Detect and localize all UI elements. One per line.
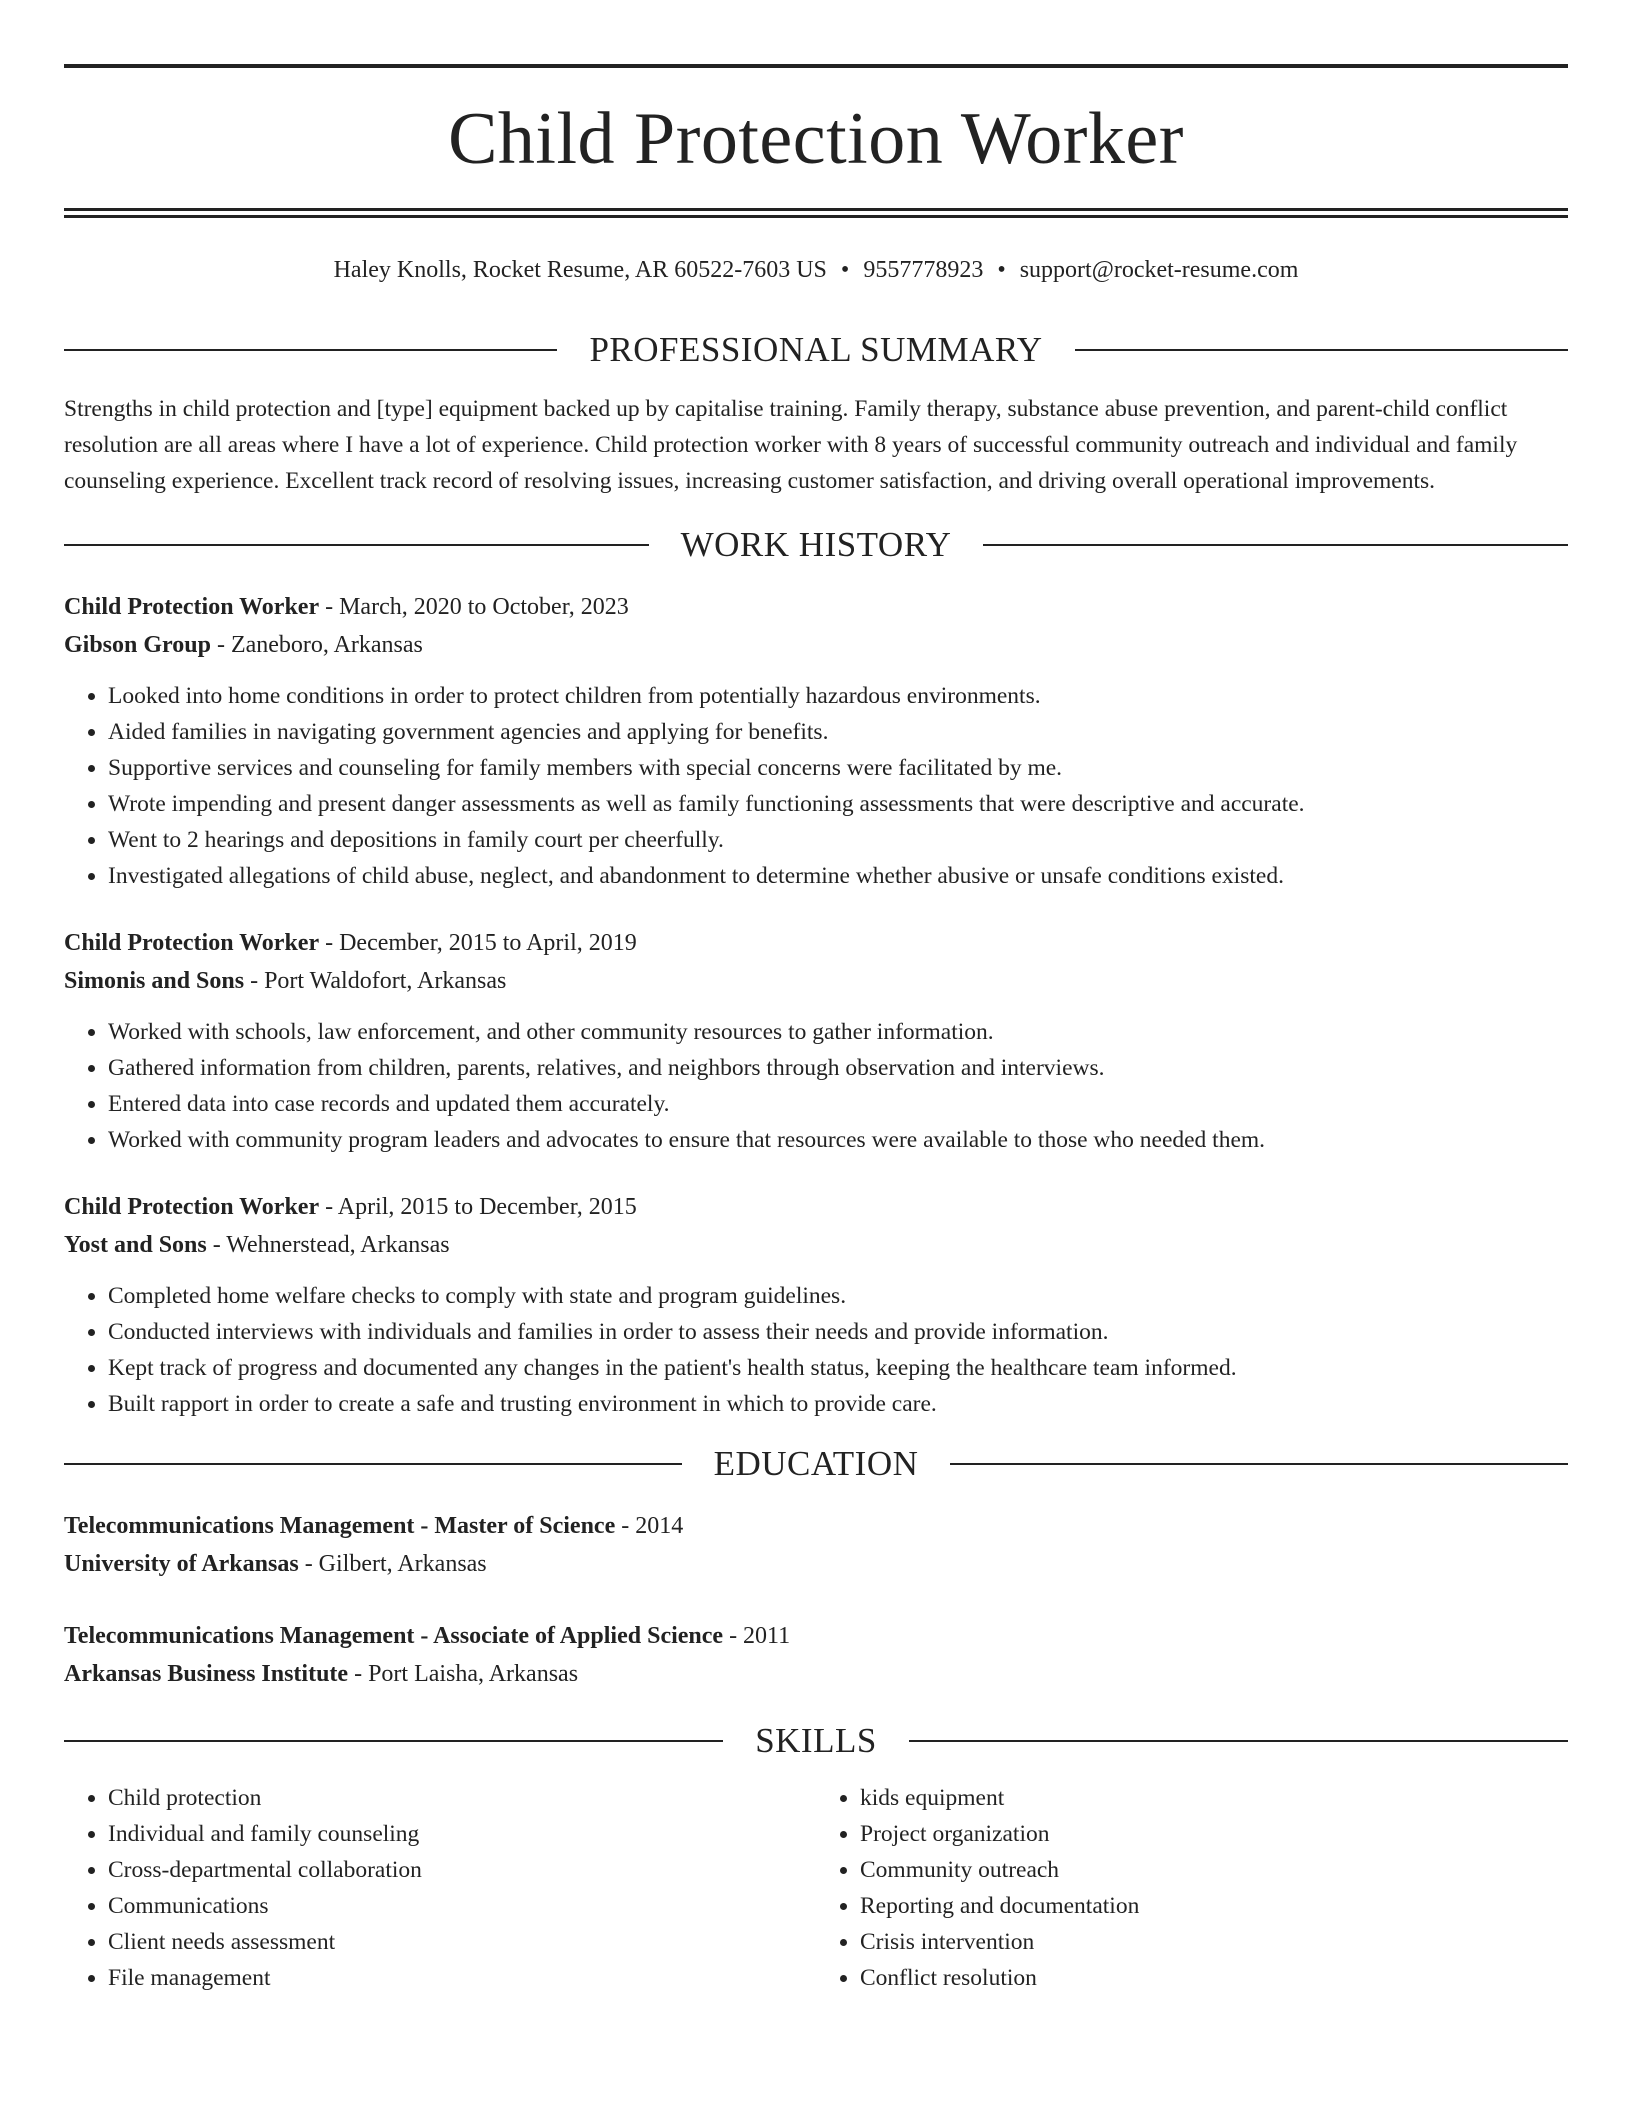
job-bullet: • Gathered information from children, parents, relatives, and neighbors through observation and interviews. — [108, 1050, 1568, 1086]
job-dates: - March, 2020 to October, 2023 — [319, 594, 629, 620]
job-title: Child Protection Worker — [64, 1194, 320, 1220]
heading-rule — [950, 1463, 1568, 1465]
skill-item: • Individual and family counseling — [108, 1816, 816, 1852]
education-heading — [64, 1446, 1568, 1481]
education-year: - 2011 — [723, 1623, 791, 1649]
job-location: - Port Waldofort, Arkansas — [244, 968, 507, 994]
skill-item: • Cross-departmental collaboration — [108, 1852, 816, 1888]
heading-rule — [64, 544, 649, 546]
education-location: - Gilbert, Arkansas — [298, 1551, 487, 1577]
job-bullet: • Looked into home conditions in order to protect children from potentially hazardous environments. — [108, 678, 1568, 714]
job-bullet: • Built rapport in order to create a safe and trusting environment in which to provide care. — [108, 1386, 1568, 1422]
education-degree-line — [64, 1507, 1568, 1545]
contact-line — [64, 258, 1568, 282]
job-company: Yost and Sons — [64, 1232, 207, 1258]
job-entry — [64, 1188, 1568, 1422]
job-bullet: • Kept track of progress and documented any changes in the patient's health status, keeping the healthcare team informed. — [108, 1350, 1568, 1386]
job-title-line — [64, 924, 1568, 962]
job-company: Gibson Group — [64, 632, 211, 658]
job-title-line — [64, 588, 1568, 626]
heading-rule — [983, 544, 1568, 546]
top-rule — [64, 64, 1568, 68]
job-entry — [64, 924, 1568, 1158]
education-school-line — [64, 1545, 1568, 1583]
education-degree: Telecommunications Management - Associate of Applied Science — [64, 1623, 724, 1649]
job-bullet: • Worked with community program leaders and advocates to ensure that resources were available to those who needed them. — [108, 1122, 1568, 1158]
job-bullet: • Investigated allegations of child abuse, neglect, and abandonment to determine whether abusive or unsafe conditions existed. — [108, 858, 1568, 894]
job-bullet: • Went to 2 hearings and depositions in family court per cheerfully. — [108, 822, 1568, 858]
heading-rule — [64, 1463, 682, 1465]
job-location: - Wehnerstead, Arkansas — [206, 1232, 450, 1258]
education-degree: Telecommunications Management - Master of Science — [64, 1513, 616, 1539]
education-school: Arkansas Business Institute — [64, 1661, 349, 1687]
job-title: Child Protection Worker — [64, 594, 320, 620]
contact-separator: • — [997, 257, 1006, 283]
job-bullet: • Worked with schools, law enforcement, and other community resources to gather information. — [108, 1014, 1568, 1050]
education-entry — [64, 1507, 1568, 1583]
skills-right-column — [816, 1780, 1568, 1996]
contact-address: Haley Knolls, Rocket Resume, AR 60522-7603 US — [333, 257, 827, 283]
job-bullet: • Aided families in navigating government agencies and applying for benefits. — [108, 714, 1568, 750]
contact-separator: • — [840, 257, 850, 283]
job-dates: - December, 2015 to April, 2019 — [319, 930, 637, 956]
heading-rule — [64, 349, 557, 351]
skills-left-column — [64, 1780, 816, 1996]
work-heading-label: WORK HISTORY — [680, 525, 952, 564]
skills-heading — [64, 1723, 1568, 1758]
skill-item: • Reporting and documentation — [860, 1888, 1568, 1924]
contact-phone: 9557778923 — [863, 257, 984, 283]
resume-page — [64, 64, 1568, 1996]
job-bullet: • Wrote impending and present danger assessments as well as family functioning assessments that were descriptive and accurate. — [108, 786, 1568, 822]
job-bullet: • Completed home welfare checks to comply with state and program guidelines. — [108, 1278, 1568, 1314]
job-location: - Zaneboro, Arkansas — [210, 632, 423, 658]
work-heading — [64, 527, 1568, 562]
skill-item: • Child protection — [108, 1780, 816, 1816]
education-school: University of Arkansas — [64, 1551, 299, 1577]
job-bullet: • Entered data into case records and updated them accurately. — [108, 1086, 1568, 1122]
skill-item: • File management — [108, 1960, 816, 1996]
skill-item: • Client needs assessment — [108, 1924, 816, 1960]
job-bullets — [64, 678, 1568, 894]
skill-item: • kids equipment — [860, 1780, 1568, 1816]
heading-rule — [909, 1740, 1568, 1742]
resume-title: Child Protection Worker — [448, 98, 1184, 180]
education-location: - Port Laisha, Arkansas — [348, 1661, 579, 1687]
summary-heading-label: PROFESSIONAL SUMMARY — [589, 330, 1043, 369]
education-heading-label: EDUCATION — [713, 1444, 919, 1483]
summary-text: Strengths in child protection and [type] equipment backed up by capitalise training. Family therapy, substance abuse prevention, and parent-child conflict resolution are all areas where I have a lot of experience. Child protection worker with 8 years of successful community outreach and individual and family counseling experience. Excellent track record of resolving issues, increasing customer satisfaction, and driving overall operational improvements. — [64, 396, 1518, 494]
job-company-line — [64, 626, 1568, 664]
heading-rule — [1075, 349, 1568, 351]
title-double-rule — [64, 208, 1568, 218]
job-bullet: • Supportive services and counseling for family members with special concerns were facilitated by me. — [108, 750, 1568, 786]
job-bullets — [64, 1014, 1568, 1158]
job-bullet: • Conducted interviews with individuals and families in order to assess their needs and provide information. — [108, 1314, 1568, 1350]
skills-columns — [64, 1780, 1568, 1996]
job-title: Child Protection Worker — [64, 930, 320, 956]
job-title-line — [64, 1188, 1568, 1226]
job-company-line — [64, 1226, 1568, 1264]
skill-item: • Project organization — [860, 1816, 1568, 1852]
education-degree-line — [64, 1617, 1568, 1655]
education-entry — [64, 1617, 1568, 1693]
job-dates: - April, 2015 to December, 2015 — [319, 1194, 637, 1220]
skill-item: • Crisis intervention — [860, 1924, 1568, 1960]
education-school-line — [64, 1655, 1568, 1693]
job-bullets — [64, 1278, 1568, 1422]
job-entry — [64, 588, 1568, 894]
education-year: - 2014 — [615, 1513, 684, 1539]
summary-heading — [64, 332, 1568, 367]
heading-rule — [64, 1740, 723, 1742]
job-company: Simonis and Sons — [64, 968, 245, 994]
contact-email: support@rocket-resume.com — [1019, 257, 1299, 283]
skill-item: • Communications — [108, 1888, 816, 1924]
skill-item: • Conflict resolution — [860, 1960, 1568, 1996]
job-company-line — [64, 962, 1568, 1000]
skill-item: • Community outreach — [860, 1852, 1568, 1888]
skills-heading-label: SKILLS — [755, 1721, 877, 1760]
